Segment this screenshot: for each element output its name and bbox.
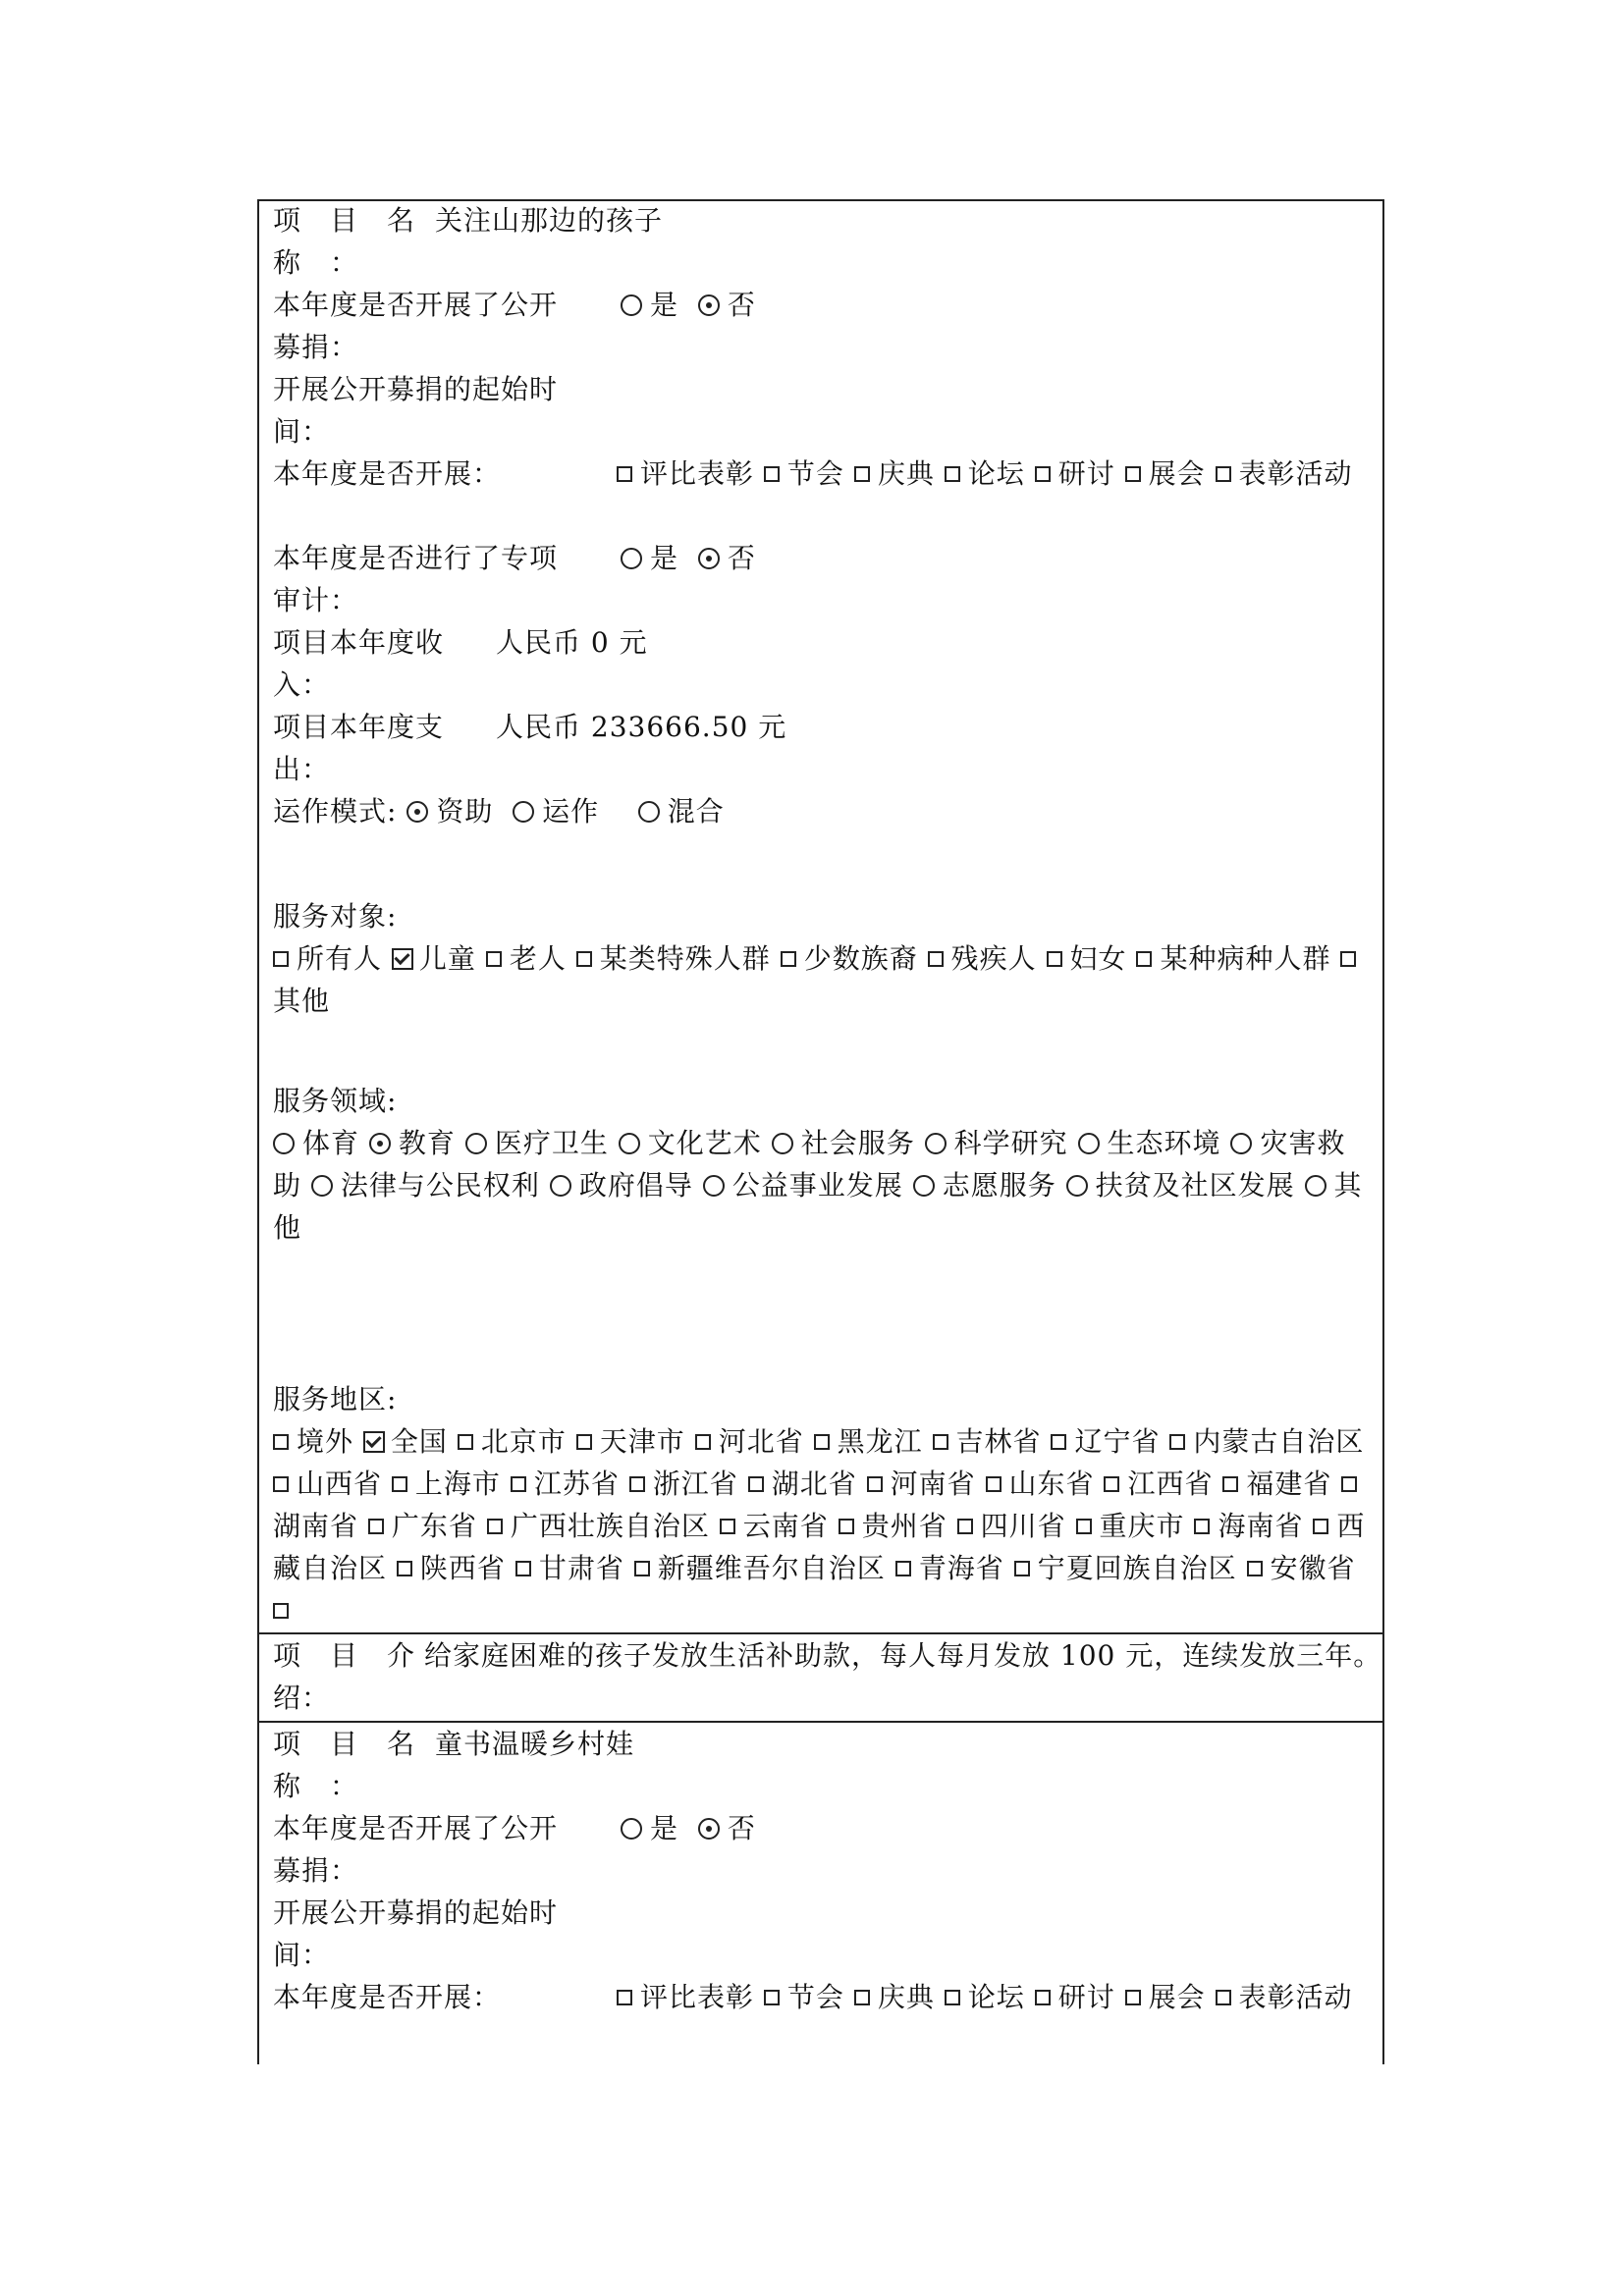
- audit-label: 本年度是否进行了专项: [273, 542, 559, 574]
- field-option: 公益事业发展: [731, 1169, 903, 1201]
- region-checkbox[interactable]: [368, 1519, 384, 1534]
- project2-start-time-label-cont: 间：: [273, 1939, 331, 1971]
- field-radio-selected[interactable]: [369, 1133, 391, 1154]
- mode-option: 资助: [436, 795, 494, 828]
- activity-option: 研讨: [1057, 457, 1115, 490]
- region-option: 海南省: [1218, 1510, 1304, 1542]
- target-option: 妇女: [1069, 942, 1127, 975]
- audit-yes-radio[interactable]: [621, 548, 642, 569]
- activity-checkbox[interactable]: [1216, 466, 1231, 482]
- region-option: 辽宁省: [1074, 1425, 1161, 1458]
- target-checkbox[interactable]: [1047, 951, 1062, 967]
- target-option: 少数族裔: [803, 942, 918, 975]
- field-radio[interactable]: [925, 1133, 947, 1154]
- intro-label-cont: 绍：: [273, 1682, 331, 1714]
- field-radio[interactable]: [619, 1133, 640, 1154]
- income-label: 项目本年度收: [273, 626, 445, 659]
- region-checkbox[interactable]: [1104, 1476, 1119, 1492]
- activity-checkbox[interactable]: [1035, 1990, 1051, 2005]
- field-option: 法律与公民权利: [340, 1169, 540, 1201]
- activity-option: 评比表彰: [640, 457, 755, 490]
- region-checkbox[interactable]: [1051, 1434, 1066, 1450]
- expense-label: 项目本年度支: [273, 711, 445, 743]
- activity-checkbox[interactable]: [617, 466, 632, 482]
- fundraise-no-label: 否: [727, 289, 756, 321]
- activity-checkbox[interactable]: [1125, 466, 1141, 482]
- region-option: 吉林省: [955, 1425, 1042, 1458]
- intro-value: 给家庭困难的孩子发放生活补助款，每人每月发放 100 元，连续发放三年。: [424, 1639, 1382, 1672]
- region-checkbox[interactable]: [1169, 1434, 1185, 1450]
- region-options: [273, 1420, 1368, 1631]
- expense-value: 人民币 233666.50 元: [496, 711, 787, 743]
- target-checkbox[interactable]: [1340, 951, 1356, 967]
- region-checkbox[interactable]: [957, 1519, 973, 1534]
- project-name-label: 项 目 名: [273, 204, 416, 237]
- activity-option: 展会: [1148, 1981, 1206, 2013]
- project-name-label-cont: 称 ：: [273, 246, 359, 279]
- project-name-value: 关注山那边的孩子: [435, 204, 664, 237]
- region-checkbox[interactable]: [634, 1561, 650, 1576]
- audit-label-cont: 审计：: [273, 584, 359, 616]
- field-option: 政府倡导: [578, 1169, 693, 1201]
- mode-radio[interactable]: [406, 801, 428, 823]
- field-label: 服务领域:: [273, 1085, 398, 1117]
- region-checkbox[interactable]: [748, 1476, 764, 1492]
- activity-checkbox[interactable]: [764, 1990, 780, 2005]
- region-option: 上海市: [414, 1468, 501, 1500]
- region-checkbox[interactable]: [867, 1476, 883, 1492]
- region-option: 江苏省: [533, 1468, 620, 1500]
- project2-fundraise-label-cont: 募捐：: [273, 1854, 359, 1887]
- target-checkbox[interactable]: [486, 951, 502, 967]
- region-option: 青海省: [918, 1552, 1004, 1584]
- region-option: 山东省: [1008, 1468, 1095, 1500]
- row-divider: [257, 1721, 1384, 1723]
- region-option: 江西省: [1127, 1468, 1214, 1500]
- activity-option: 庆典: [877, 1981, 935, 2013]
- field-option: 医疗卫生: [494, 1127, 609, 1159]
- region-checkbox[interactable]: [629, 1476, 645, 1492]
- field-option: 灾害救助: [273, 1127, 1346, 1201]
- field-option: 社会服务: [800, 1127, 915, 1159]
- region-checkbox[interactable]: [1247, 1561, 1263, 1576]
- region-option: 宁夏回族自治区: [1037, 1552, 1237, 1584]
- fundraise-no-radio[interactable]: [698, 294, 720, 316]
- mode-radio[interactable]: [513, 801, 534, 823]
- region-option: 贵州省: [861, 1510, 947, 1542]
- target-options: [273, 937, 1368, 1022]
- activity-checkbox[interactable]: [854, 1990, 870, 2005]
- field-radio[interactable]: [1305, 1175, 1326, 1197]
- region-option: 湖南省: [273, 1510, 359, 1542]
- fundraise-yes-radio[interactable]: [621, 1818, 642, 1840]
- region-checkbox[interactable]: [895, 1561, 911, 1576]
- target-option: 某种病种人群: [1160, 942, 1331, 975]
- field-radio[interactable]: [465, 1133, 487, 1154]
- fundraise-label-cont: 募捐：: [273, 331, 359, 363]
- region-checkbox[interactable]: [986, 1476, 1001, 1492]
- region-option: 福建省: [1246, 1468, 1332, 1500]
- activity-option: 庆典: [877, 457, 935, 490]
- region-checkbox[interactable]: [487, 1519, 503, 1534]
- target-checkbox[interactable]: [273, 951, 289, 967]
- target-option: 某类特殊人群: [599, 942, 771, 975]
- fundraise-yes-radio[interactable]: [621, 294, 642, 316]
- region-checkbox[interactable]: [1341, 1476, 1357, 1492]
- field-option: 文化艺术: [647, 1127, 762, 1159]
- region-checkbox[interactable]: [1194, 1519, 1210, 1534]
- activity-option: 表彰活动: [1238, 457, 1353, 490]
- field-radio[interactable]: [703, 1175, 725, 1197]
- region-option: 浙江省: [652, 1468, 738, 1500]
- target-option: 残疾人: [950, 942, 1037, 975]
- audit-radio-group: [621, 537, 756, 579]
- activity-label: 本年度是否开展：: [273, 457, 502, 490]
- region-checkbox[interactable]: [814, 1434, 830, 1450]
- target-checkbox-checked[interactable]: [392, 948, 413, 970]
- fundraise-no-label: 否: [727, 1812, 756, 1844]
- fundraise-yes-label: 是: [650, 1812, 679, 1844]
- activity-checkbox[interactable]: [617, 1990, 632, 2005]
- field-radio[interactable]: [273, 1133, 295, 1154]
- field-radio[interactable]: [913, 1175, 935, 1197]
- region-option: 湖北省: [771, 1468, 857, 1500]
- region-checkbox[interactable]: [839, 1519, 854, 1534]
- region-option: 重庆市: [1099, 1510, 1185, 1542]
- field-radio[interactable]: [311, 1175, 333, 1197]
- region-option: 甘肃省: [538, 1552, 624, 1584]
- audit-yes-label: 是: [650, 542, 679, 574]
- field-option: 其他: [273, 1169, 1363, 1244]
- region-option: 陕西省: [419, 1552, 506, 1584]
- fundraise-radio-group: [621, 284, 756, 326]
- income-value: 人民币 0 元: [496, 626, 648, 659]
- activity-checkbox[interactable]: [945, 466, 960, 482]
- region-checkbox[interactable]: [1222, 1476, 1238, 1492]
- region-checkbox[interactable]: [397, 1561, 412, 1576]
- fundraise-no-radio[interactable]: [698, 1818, 720, 1840]
- start-time-label-cont: 间：: [273, 415, 331, 448]
- activity-option: 评比表彰: [640, 1981, 755, 2013]
- region-checkbox-checked[interactable]: [363, 1431, 385, 1453]
- target-option: 老人: [509, 942, 567, 975]
- project2-activity-options: [617, 1976, 1368, 2018]
- audit-no-radio[interactable]: [698, 548, 720, 569]
- region-option: 安徽省: [1270, 1552, 1356, 1584]
- activity-checkbox[interactable]: [945, 1990, 960, 2005]
- project2-fundraise-label: 本年度是否开展了公开: [273, 1812, 559, 1844]
- region-checkbox[interactable]: [576, 1434, 592, 1450]
- region-option: 山西省: [297, 1468, 383, 1500]
- region-checkbox[interactable]: [515, 1561, 531, 1576]
- target-checkbox[interactable]: [576, 951, 592, 967]
- region-checkbox[interactable]: [392, 1476, 407, 1492]
- region-option: 广西壮族自治区: [510, 1510, 710, 1542]
- region-checkbox[interactable]: [1076, 1519, 1092, 1534]
- region-option: 天津市: [599, 1425, 685, 1458]
- audit-no-label: 否: [727, 542, 756, 574]
- mode-row: [273, 790, 725, 832]
- activity-checkbox[interactable]: [1216, 1990, 1231, 2005]
- field-radio[interactable]: [550, 1175, 571, 1197]
- project2-name-label: 项 目 名: [273, 1728, 416, 1760]
- target-option: 其他: [273, 985, 331, 1017]
- region-option: 新疆维吾尔自治区: [657, 1552, 886, 1584]
- fundraise-yes-label: 是: [650, 289, 679, 321]
- region-option: 西藏自治区: [273, 1510, 1366, 1584]
- field-option: 扶贫及社区发展: [1095, 1169, 1295, 1201]
- target-option: 所有人: [297, 942, 383, 975]
- region-option: 河南省: [890, 1468, 976, 1500]
- activity-checkbox[interactable]: [854, 466, 870, 482]
- region-option: 全国: [390, 1425, 448, 1458]
- region-option: 境外: [297, 1425, 354, 1458]
- target-option: 儿童: [418, 942, 476, 975]
- project2-name-label-cont: 称 ：: [273, 1770, 359, 1802]
- region-checkbox[interactable]: [1313, 1519, 1328, 1534]
- field-option: 体育: [302, 1127, 360, 1159]
- mode-option: 运作: [542, 795, 600, 828]
- activity-option: 节会: [786, 1981, 844, 2013]
- region-checkbox[interactable]: [273, 1603, 289, 1619]
- activity-option: 研讨: [1057, 1981, 1115, 2013]
- region-checkbox[interactable]: [933, 1434, 948, 1450]
- region-option: 云南省: [742, 1510, 829, 1542]
- mode-option: 混合: [667, 795, 725, 828]
- region-checkbox[interactable]: [1014, 1561, 1030, 1576]
- field-options: [273, 1122, 1368, 1249]
- region-checkbox[interactable]: [273, 1476, 289, 1492]
- fundraise-label: 本年度是否开展了公开: [273, 289, 559, 321]
- mode-label: 运作模式:: [273, 795, 398, 828]
- start-time-label: 开展公开募捐的起始时: [273, 373, 559, 405]
- field-option: 科学研究: [953, 1127, 1068, 1159]
- region-checkbox[interactable]: [511, 1476, 526, 1492]
- activity-checkbox[interactable]: [1035, 466, 1051, 482]
- project2-activity-label: 本年度是否开展：: [273, 1981, 502, 2013]
- expense-label-cont: 出：: [273, 753, 331, 785]
- region-checkbox[interactable]: [458, 1434, 473, 1450]
- project2-start-time-label: 开展公开募捐的起始时: [273, 1896, 559, 1929]
- activity-option: 表彰活动: [1238, 1981, 1353, 2013]
- project2-fundraise-radio-group: [621, 1807, 756, 1849]
- field-radio[interactable]: [772, 1133, 793, 1154]
- activity-option: 展会: [1148, 457, 1206, 490]
- intro-label: 项 目 介: [273, 1639, 416, 1672]
- region-option: 黑龙江: [837, 1425, 923, 1458]
- region-option: 四川省: [980, 1510, 1066, 1542]
- activity-checkbox[interactable]: [1125, 1990, 1141, 2005]
- region-checkbox[interactable]: [695, 1434, 711, 1450]
- region-option: 河北省: [718, 1425, 804, 1458]
- region-option: 广东省: [391, 1510, 477, 1542]
- field-radio[interactable]: [1066, 1175, 1088, 1197]
- field-option: 教育: [398, 1127, 456, 1159]
- field-option: 生态环境: [1107, 1127, 1221, 1159]
- field-option: 志愿服务: [942, 1169, 1056, 1201]
- field-radio[interactable]: [1078, 1133, 1100, 1154]
- income-label-cont: 入：: [273, 668, 331, 701]
- region-checkbox[interactable]: [720, 1519, 735, 1534]
- project2-name-value: 童书温暖乡村娃: [435, 1728, 635, 1760]
- activity-options: [617, 453, 1368, 495]
- activity-option: 论坛: [967, 1981, 1025, 2013]
- mode-radio[interactable]: [638, 801, 660, 823]
- activity-option: 节会: [786, 457, 844, 490]
- activity-option: 论坛: [967, 457, 1025, 490]
- region-option: 内蒙古自治区: [1193, 1425, 1365, 1458]
- region-checkbox[interactable]: [273, 1434, 289, 1450]
- target-checkbox[interactable]: [781, 951, 796, 967]
- region-option: 北京市: [480, 1425, 567, 1458]
- region-label: 服务地区:: [273, 1383, 398, 1415]
- target-checkbox[interactable]: [928, 951, 944, 967]
- activity-checkbox[interactable]: [764, 466, 780, 482]
- target-label: 服务对象:: [273, 900, 398, 933]
- target-checkbox[interactable]: [1136, 951, 1152, 967]
- field-radio[interactable]: [1230, 1133, 1252, 1154]
